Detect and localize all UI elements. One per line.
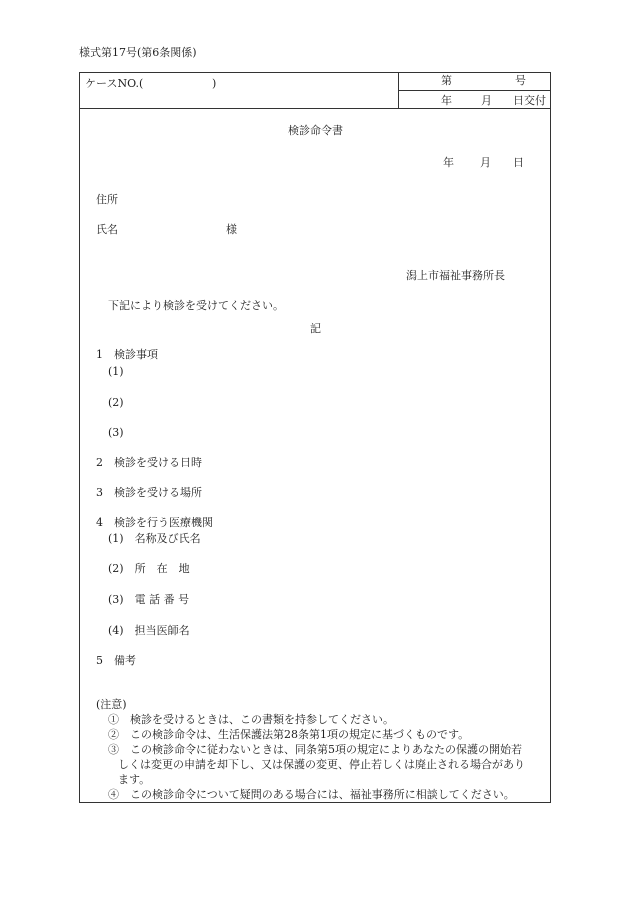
case-no-label: ケースNO.(: [85, 77, 144, 90]
note-2: ② この検診命令は、生活保護法第28条第1項の規定に基づくものです。: [108, 728, 470, 741]
issue-year: 年: [443, 156, 454, 169]
note-3-continued: しくは変更の申請を却下し、又は保護の変更、停止若しくは廃止される場合があり: [118, 758, 525, 771]
form-label: 様式第17号(第6条関係): [79, 46, 197, 59]
item-1-sub: (1): [108, 365, 124, 378]
notes-heading: (注意): [96, 698, 127, 711]
number-prefix: 第: [441, 74, 452, 87]
issued-month: 月: [481, 94, 492, 107]
ki-label: 記: [310, 322, 321, 335]
item-5-heading: 5 備考: [96, 654, 136, 667]
item-4-sub: (1) 名称及び氏名: [108, 532, 201, 545]
case-no-close: ): [212, 77, 217, 90]
document-title: 検診命令書: [288, 124, 343, 137]
issue-day: 日: [513, 156, 524, 169]
address-label: 住所: [96, 193, 118, 206]
name-label: 氏名: [96, 223, 118, 236]
item-4-sub: (3) 電 話 番 号: [108, 593, 190, 606]
number-suffix: 号: [515, 74, 526, 87]
item-1-sub: (2): [108, 396, 124, 409]
notes-section: [96, 697, 525, 802]
honorific: 様: [226, 223, 237, 236]
item-1-sub: (3): [108, 426, 124, 439]
item-2-heading: 2 検診を受ける日時: [96, 456, 202, 469]
item-4-sub: (2) 所 在 地: [108, 562, 190, 575]
item-4-heading: 4 検診を行う医療機関: [96, 516, 213, 529]
note-3: ③ この検診命令に従わないときは、同条第5項の規定によりあなたの保護の開始若: [108, 743, 522, 756]
item-3-heading: 3 検診を受ける場所: [96, 486, 202, 499]
issuer-title: 潟上市福祉事務所長: [406, 269, 505, 282]
header-inner-divider: [398, 90, 551, 91]
issue-month: 月: [480, 156, 491, 169]
note-3-continued: ます。: [118, 773, 151, 786]
note-1: ① 検診を受けるときは、この書類を持参してください。: [108, 713, 394, 726]
header-divider: [79, 108, 551, 109]
item-1-heading: 1 検診事項: [96, 348, 158, 361]
intro-text: 下記により検診を受けてください。: [108, 299, 284, 312]
form-frame: [79, 72, 551, 803]
issued-day: 日交付: [513, 94, 546, 107]
issued-year: 年: [441, 94, 452, 107]
item-4-sub: (4) 担当医師名: [108, 624, 190, 637]
note-4: ④ この検診命令について疑問のある場合には、福祉事務所に相談してください。: [108, 788, 515, 801]
